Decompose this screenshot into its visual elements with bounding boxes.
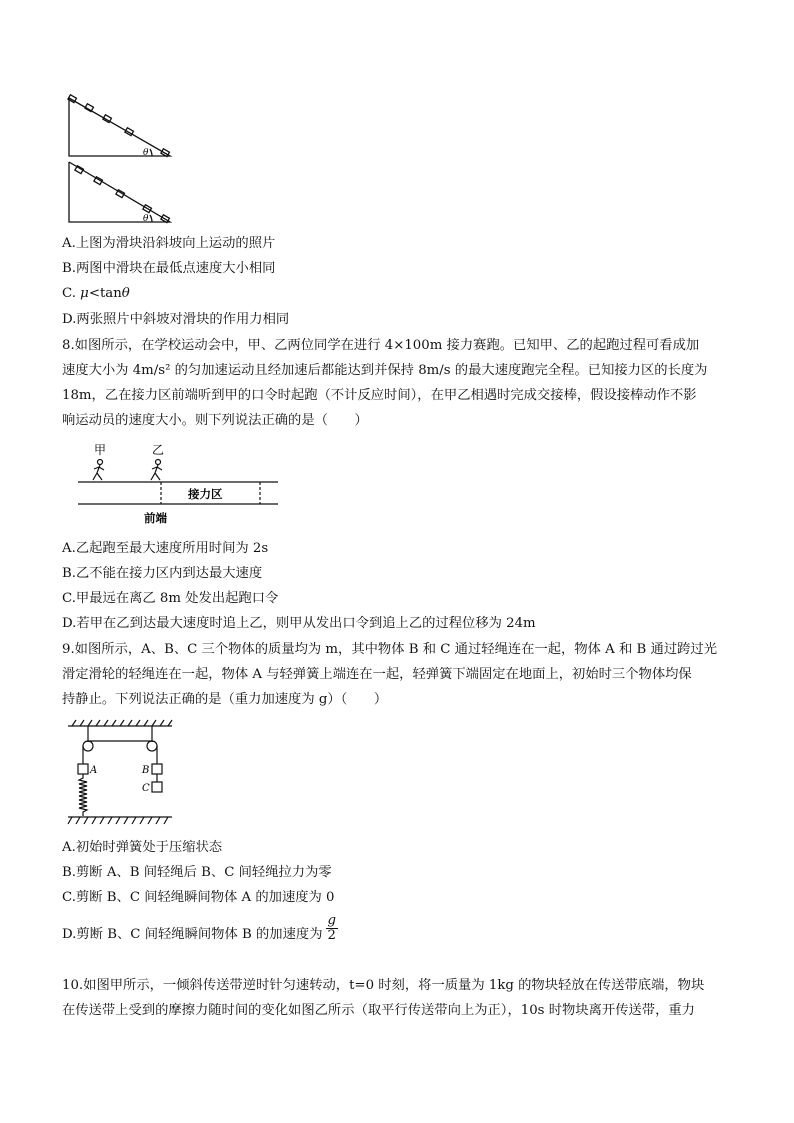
- pulley-label-a: A: [90, 765, 98, 776]
- q9-option-c: C.剪断 B、C 间轻绳瞬间物体 A 的加速度为 0: [62, 890, 335, 905]
- q8-option-c: C.甲最远在离乙 8m 处发出起跑口令: [62, 591, 279, 606]
- q9-stem-line-3: 持静止。下列说法正确的是（重力加速度为 g）（ ）: [62, 692, 388, 707]
- runner-yi-label: 乙: [152, 443, 165, 457]
- q7-option-c-prefix: C.: [62, 286, 81, 301]
- q9-pulley-figure: [66, 718, 176, 830]
- q7-theta: θ: [121, 286, 130, 301]
- q8-stem-line-2: 速度大小为 4m/s² 的匀加速运动且经加速后都能达到并保持 8m/s 的最大速度跑完全程。已知接力区的长度为: [62, 363, 708, 378]
- q9-option-b: B.剪断 A、B 间轻绳后 B、C 间轻绳拉力为零: [62, 865, 332, 880]
- fraction-numerator: g: [327, 913, 337, 928]
- pulley-label-c: C: [142, 783, 150, 794]
- q8-relay-figure: [78, 440, 283, 530]
- q7-option-a: A.上图为滑块沿斜坡向上运动的照片: [62, 236, 276, 251]
- q7-incline-figure: [62, 92, 182, 228]
- q9-stem-line-2: 滑定滑轮的轻绳连在一起，物体 A 与轻弹簧上端连在一起，轻弹簧下端固定在地面上，初始时三个物体均保: [62, 667, 692, 682]
- q10-stem-line-2: 在传送带上受到的摩擦力随时间的变化如图乙所示（取平行传送带向上为正），10s 时物块离开传送带，重力: [62, 1003, 695, 1018]
- q8-option-a: A.乙起跑至最大速度所用时间为 2s: [62, 541, 269, 556]
- fraction-denominator: 2: [327, 928, 336, 943]
- angle-label-bottom: θ: [143, 214, 149, 224]
- q7-relation: <tan: [88, 286, 122, 301]
- g-over-2-fraction: [326, 914, 339, 943]
- q9-option-d-text: D.剪断 B、C 间轻绳瞬间物体 B 的加速度为: [62, 927, 323, 942]
- q8-option-b: B.乙不能在接力区内到达最大速度: [62, 566, 263, 581]
- angle-label-top: θ: [143, 148, 149, 158]
- q9-option-a: A.初始时弹簧处于压缩状态: [62, 840, 223, 855]
- q7-option-d: D.两张照片中斜坡对滑块的作用力相同: [62, 312, 290, 327]
- q7-option-c: [62, 285, 130, 303]
- relay-zone-label: 接力区: [188, 487, 223, 501]
- q10-stem-line-1: 10.如图甲所示，一倾斜传送带逆时针匀速转动，t=0 时刻，将一质量为 1kg 的物块轻放在传送带底端，物块: [62, 978, 705, 993]
- pulley-label-b: B: [142, 765, 150, 776]
- q9-option-d: [62, 913, 338, 944]
- q8-stem-line-4: 响运动员的速度大小。则下列说法正确的是（ ）: [62, 413, 368, 428]
- q7-option-b: B.两图中滑块在最低点速度大小相同: [62, 261, 276, 276]
- q8-stem-line-3: 18m，乙在接力区前端听到甲的口令时起跑（不计反应时间），在甲乙相遇时完成交接棒，假设接棒动作不影: [62, 388, 697, 403]
- q9-stem-line-1: 9.如图所示，A、B、C 三个物体的质量均为 m，其中物体 B 和 C 通过轻绳连在一起，物体 A 和 B 通过跨过光: [62, 642, 718, 657]
- front-end-label: 前端: [144, 511, 167, 525]
- q8-stem-line-1: 8.如图所示，在学校运动会中，甲、乙两位同学在进行 4×100m 接力赛跑。已知甲、乙的起跑过程可看成加: [62, 338, 700, 353]
- q8-option-d: D.若甲在乙到达最大速度时追上乙，则甲从发出口令到追上乙的过程位移为 24m: [62, 616, 536, 631]
- q7-mu: μ: [80, 286, 89, 301]
- runner-jia-label: 甲: [94, 443, 107, 457]
